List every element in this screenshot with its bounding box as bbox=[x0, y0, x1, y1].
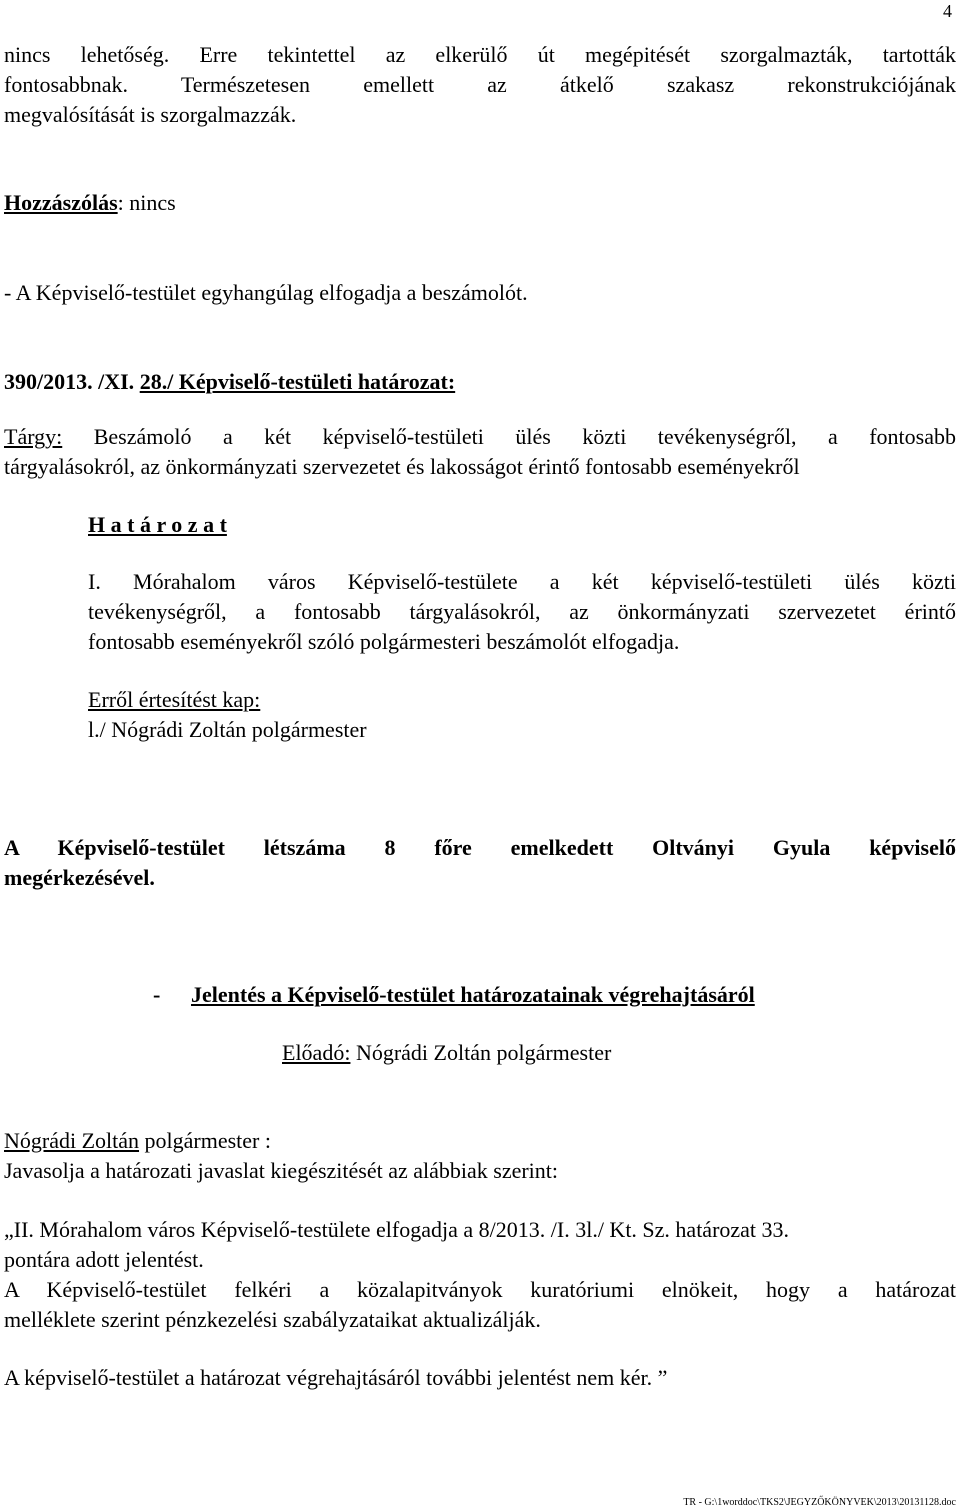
intro-line-1: nincs lehetőség. Erre tekintettel az elkerülő út megépitését szorgalmazták, tartották bbox=[4, 42, 956, 67]
notify-recipient: l./ Nógrádi Zoltán polgármester bbox=[88, 717, 367, 742]
comment-line bbox=[4, 188, 176, 218]
presenter-label: Előadó: bbox=[282, 1040, 351, 1065]
speaker-name: Nógrádi Zoltán bbox=[4, 1128, 140, 1153]
subject-label: Tárgy: bbox=[4, 424, 63, 449]
agenda-dash: - bbox=[153, 982, 161, 1007]
subject-text: Beszámoló a két képviselő-testületi ülés közti tevékenységről, a fontosabb bbox=[62, 424, 956, 449]
resolution-number bbox=[4, 367, 455, 397]
comment-value: : nincs bbox=[117, 190, 176, 215]
page-number: 4 bbox=[943, 1, 952, 21]
resolution-number-title: 28./ Képviselő-testületi határozat: bbox=[139, 369, 456, 394]
attendance-line-1: A Képviselő-testület létszáma 8 főre emelkedett Oltványi Gyula képviselő bbox=[4, 835, 956, 860]
speech-line-1: Javasolja a határozati javaslat kiegészitését az alábbiak szerint: bbox=[4, 1158, 559, 1183]
subject-line-1 bbox=[4, 422, 956, 452]
resolution-number-prefix: 390/2013. /XI. bbox=[4, 369, 140, 394]
subject-line-2: tárgyalásokról, az önkormányzati szervezetet és lakosságot érintő fontosabb eseményekről bbox=[4, 454, 800, 479]
attendance-line-2: megérkezésével. bbox=[4, 865, 155, 890]
resolution-body-2: tevékenységről, a fontosabb tárgyalásokról, az önkormányzati szervezetet érintő bbox=[88, 599, 956, 624]
quote-line-5: A képviselő-testület a határozat végrehajtásáról további jelentést nem kér. ” bbox=[4, 1365, 668, 1390]
footer-path: TR - G:\1worddoc\TKS2\JEGYZŐKÖNYVEK\2013\20131128.doc bbox=[683, 1497, 956, 1508]
intro-line-3: megvalósítását is szorgalmazzák. bbox=[4, 102, 297, 127]
agenda-title: Jelentés a Képviselő-testület határozatainak végrehajtásáról bbox=[191, 982, 755, 1007]
speaker-role: polgármester : bbox=[139, 1128, 271, 1153]
presenter-name: Nógrádi Zoltán polgármester bbox=[350, 1040, 612, 1065]
approval-line: - A Képviselő-testület egyhangúlag elfogadja a beszámolót. bbox=[4, 280, 528, 305]
resolution-heading: H a t á r o z a t bbox=[88, 512, 227, 537]
resolution-body-3: fontosabb eseményekről szóló polgármesteri beszámolót elfogadja. bbox=[88, 629, 680, 654]
speaker-line bbox=[4, 1126, 271, 1156]
quote-line-3: A Képviselő-testület felkéri a közalapitványok kuratóriumi elnökeit, hogy a határozat bbox=[4, 1277, 956, 1302]
comment-label: Hozzászólás bbox=[4, 190, 118, 215]
quote-line-2: pontára adott jelentést. bbox=[4, 1247, 204, 1272]
quote-line-4: melléklete szerint pénzkezelési szabályzataikat aktualizálják. bbox=[4, 1307, 541, 1332]
resolution-body-1: I. Mórahalom város Képviselő-testülete a két képviselő-testületi ülés közti bbox=[88, 569, 956, 594]
notify-label: Erről értesítést kap: bbox=[88, 687, 261, 712]
quote-line-1: „II. Mórahalom város Képviselő-testülete elfogadja a 8/2013. /I. 3l./ Kt. Sz. határozat 33. bbox=[4, 1217, 790, 1242]
presenter-line bbox=[282, 1038, 611, 1068]
intro-line-2: fontosabbnak. Természetesen emellett az átkelő szakasz rekonstrukciójának bbox=[4, 72, 956, 97]
